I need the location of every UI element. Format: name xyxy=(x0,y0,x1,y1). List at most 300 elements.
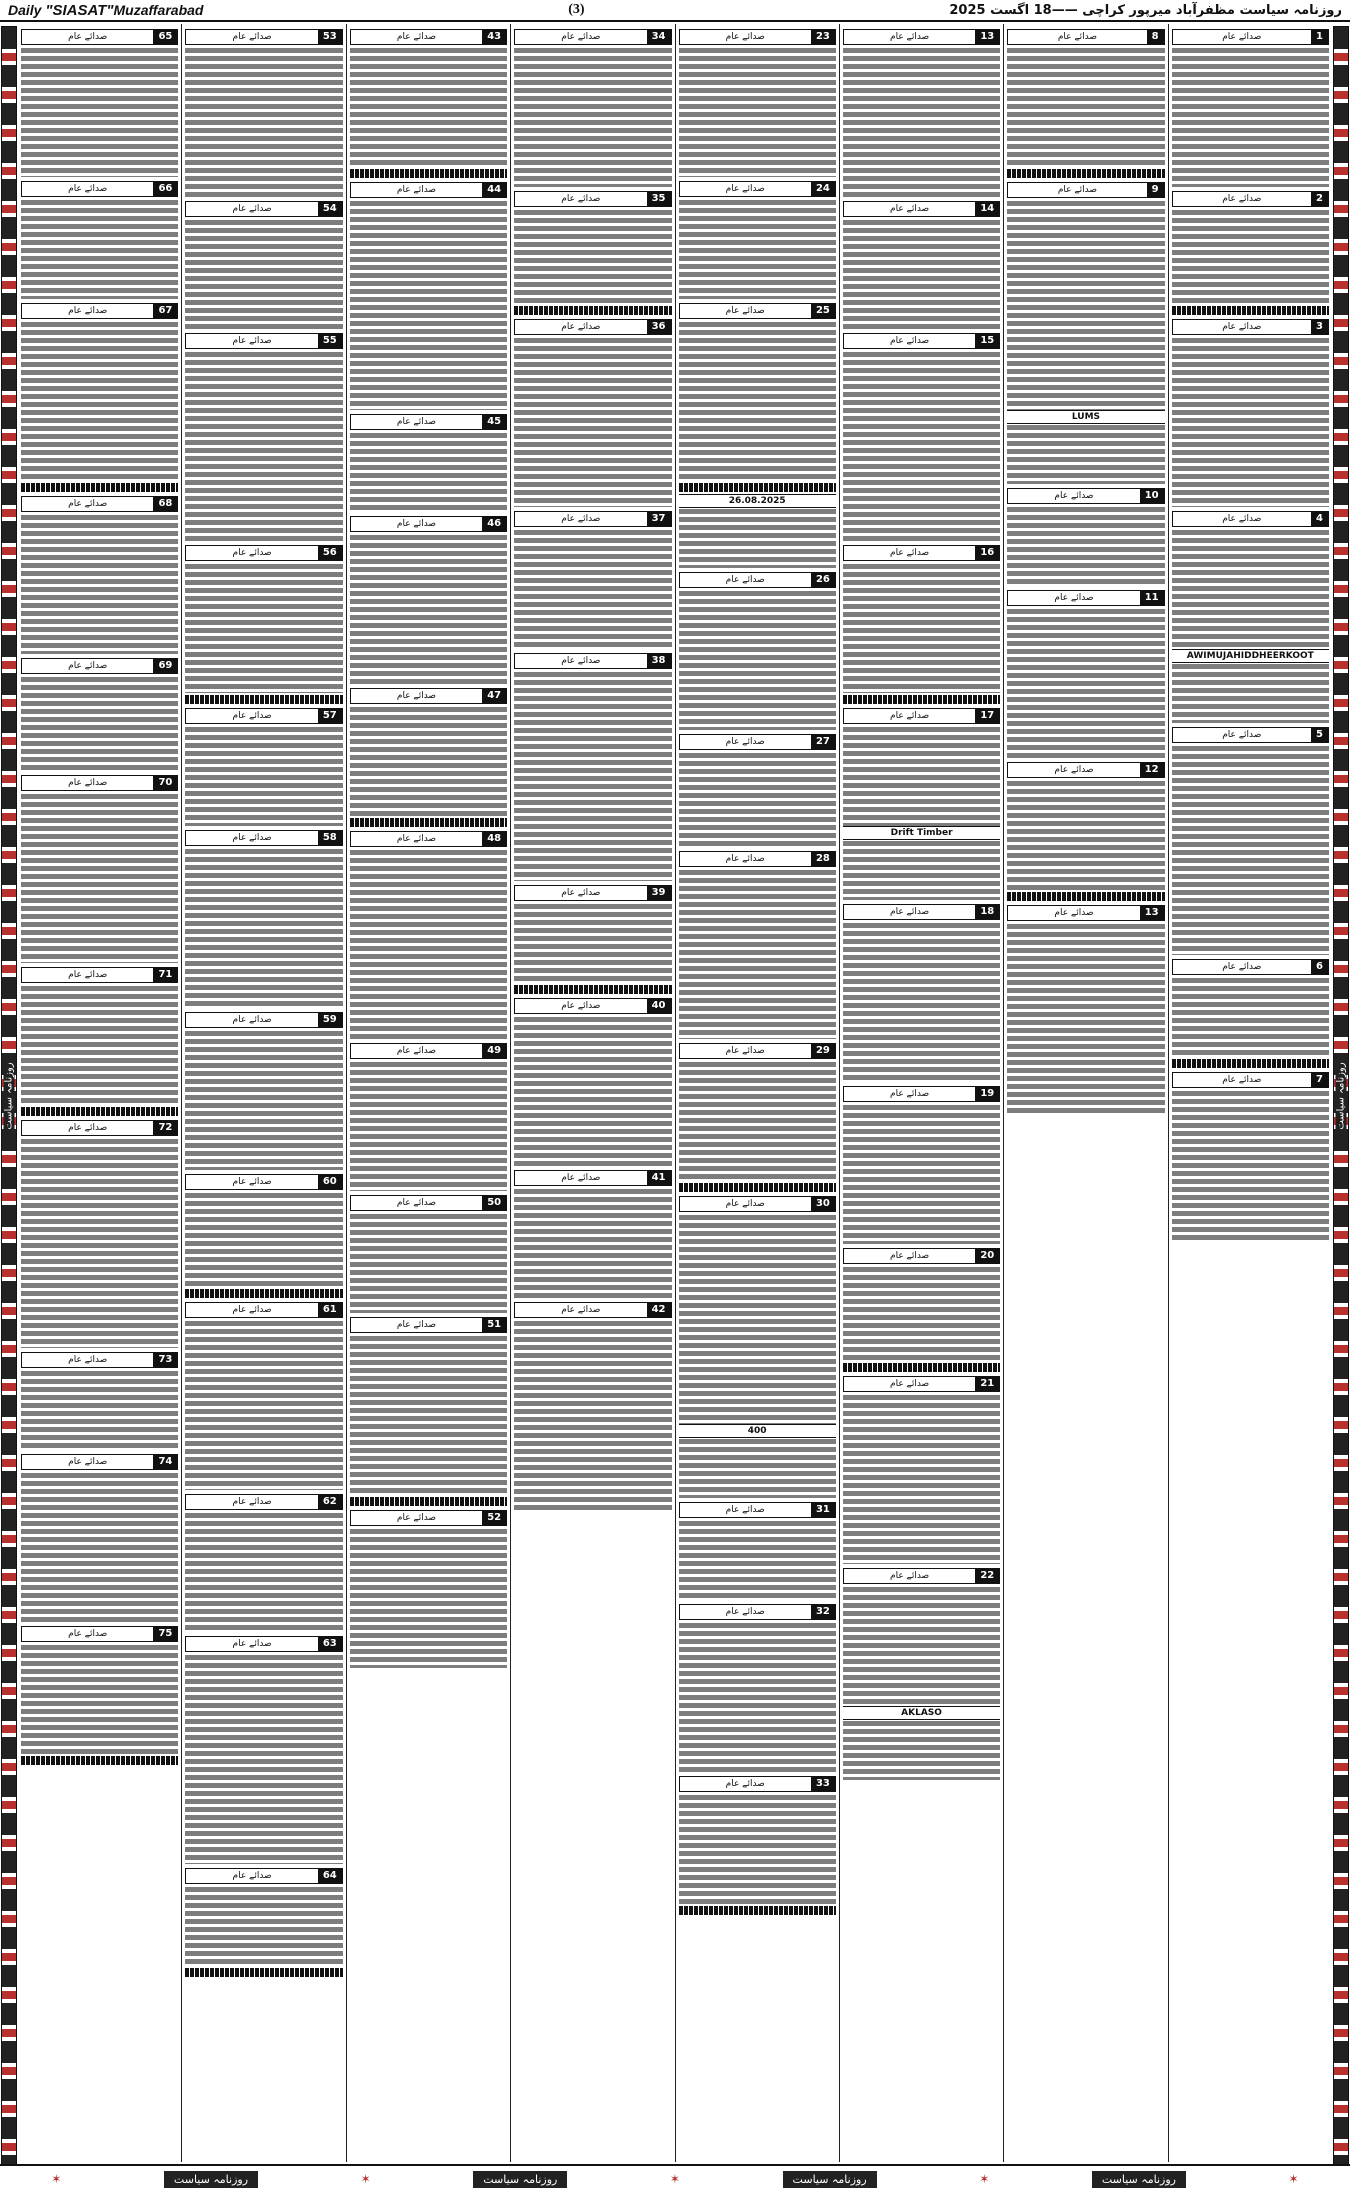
notice-header-bar xyxy=(1172,319,1329,335)
notice-body-text xyxy=(1007,780,1164,890)
notice-block xyxy=(185,29,342,197)
notice-block xyxy=(1007,488,1164,586)
notice-number: 50 xyxy=(482,1196,506,1210)
notice-bold-line xyxy=(843,1363,1000,1372)
notice-number: 68 xyxy=(153,497,177,511)
notice-body-text xyxy=(21,985,178,1105)
notice-bar-label: صدائے عام xyxy=(561,656,601,666)
notice-number: 4 xyxy=(1311,512,1328,526)
notice-block xyxy=(843,1248,1000,1372)
notice-body-text xyxy=(21,1472,178,1622)
notice-bar-label: صدائے عام xyxy=(890,907,930,917)
notice-bar-label: صدائے عام xyxy=(232,1871,272,1881)
notice-bar-label: صدائے عام xyxy=(232,833,272,843)
notice-header-bar xyxy=(843,201,1000,217)
notice-body-text xyxy=(843,219,1000,329)
notice-header-bar xyxy=(350,1317,507,1333)
notice-body-text xyxy=(350,47,507,167)
notice-number: 60 xyxy=(318,1175,342,1189)
notice-block xyxy=(21,967,178,1116)
notice-block xyxy=(679,1502,836,1600)
notice-body-text xyxy=(350,706,507,816)
notice-body-text xyxy=(843,1104,1000,1244)
notice-bar-label: صدائے عام xyxy=(890,336,930,346)
notice-bar-label: صدائے عام xyxy=(396,1513,437,1523)
notice-bar-label: صدائے عام xyxy=(68,1355,108,1365)
notice-number: 14 xyxy=(975,202,999,216)
notice-number: 72 xyxy=(153,1121,177,1135)
notice-bar-label: صدائے عام xyxy=(1222,194,1262,204)
notice-block xyxy=(679,851,836,1039)
notice-number: 53 xyxy=(318,30,342,44)
notice-number: 19 xyxy=(975,1087,999,1101)
notice-header-bar xyxy=(679,572,836,588)
notice-block xyxy=(1172,191,1329,315)
notice-bold-line xyxy=(1007,169,1164,178)
notice-number: 32 xyxy=(811,1605,835,1619)
notice-block xyxy=(1172,29,1329,187)
notice-bar-label: صدائے عام xyxy=(1054,593,1094,603)
notice-bar-label: صدائے عام xyxy=(232,548,272,558)
notice-header-bar xyxy=(350,182,507,198)
notice-bar-label: صدائے عام xyxy=(1222,514,1262,524)
notice-number: 16 xyxy=(975,546,999,560)
notice-bar-label: صدائے عام xyxy=(890,1089,930,1099)
notice-body-text xyxy=(1007,424,1164,484)
notice-header-bar xyxy=(185,1636,342,1652)
notice-latin-snippet: 400 xyxy=(679,1424,836,1438)
notice-block xyxy=(1007,590,1164,758)
notice-bar-label: صدائے عام xyxy=(396,1046,437,1056)
notice-bar-label: صدائے عام xyxy=(890,1571,930,1581)
notice-body-text xyxy=(843,1266,1000,1361)
page-number: (3) xyxy=(568,2,585,17)
notice-bar-label: صدائے عام xyxy=(561,1305,601,1315)
notice-header-bar xyxy=(679,1196,836,1212)
notice-header-bar xyxy=(1007,905,1164,921)
notice-block xyxy=(843,1086,1000,1244)
notice-header-bar xyxy=(350,688,507,704)
page-footer xyxy=(0,2164,1350,2192)
notice-header-bar xyxy=(21,496,178,512)
notice-bar-label: صدائے عام xyxy=(232,1305,272,1315)
notice-header-bar xyxy=(21,1454,178,1470)
notice-bar-label: صدائے عام xyxy=(561,322,601,332)
notice-bar-label: صدائے عام xyxy=(561,194,601,204)
notice-header-bar xyxy=(843,1086,1000,1102)
notice-number: 24 xyxy=(811,182,835,196)
notice-block xyxy=(679,572,836,730)
notice-block xyxy=(21,1626,178,1765)
notice-body-text xyxy=(1172,47,1329,187)
notice-bar-label: صدائے عام xyxy=(725,737,765,747)
notice-bar-label: صدائے عام xyxy=(396,185,437,195)
notice-header-bar xyxy=(185,1868,342,1884)
notice-bar-label: صدائے عام xyxy=(232,1639,272,1649)
notice-header-bar xyxy=(679,1502,836,1518)
notice-latin-snippet: AWIMUJAHIDDHEERKOOT xyxy=(1172,649,1329,663)
notice-bar-label: صدائے عام xyxy=(396,691,437,701)
notice-header-bar xyxy=(21,775,178,791)
notice-header-bar xyxy=(1172,727,1329,743)
notice-block xyxy=(185,1494,342,1632)
notice-header-bar xyxy=(185,1302,342,1318)
notice-block xyxy=(185,545,342,704)
notice-block xyxy=(1007,182,1164,484)
notice-bar-label: صدائے عام xyxy=(890,204,930,214)
notice-body-text xyxy=(21,793,178,963)
notice-bar-label: صدائے عام xyxy=(232,32,272,42)
notice-bar-label: صدائے عام xyxy=(232,1177,272,1187)
notice-number: 5 xyxy=(1311,728,1328,742)
notice-bold-line xyxy=(514,306,671,315)
notice-number: 74 xyxy=(153,1455,177,1469)
notice-bar-label: صدائے عام xyxy=(68,1629,108,1639)
notice-header-bar xyxy=(185,545,342,561)
notice-bold-line xyxy=(1007,892,1164,901)
notice-number: 39 xyxy=(647,886,671,900)
notice-body-text xyxy=(514,529,671,649)
notice-body-text xyxy=(679,47,836,177)
notice-bar-label: صدائے عام xyxy=(561,514,601,524)
notice-number: 49 xyxy=(482,1044,506,1058)
notice-number: 30 xyxy=(811,1197,835,1211)
notice-bar-label: صدائے عام xyxy=(68,306,108,316)
notice-body-text xyxy=(350,1061,507,1191)
notice-bold-line xyxy=(843,695,1000,704)
notice-number: 52 xyxy=(482,1511,506,1525)
notice-bold-line xyxy=(1172,1059,1329,1068)
notice-body-text xyxy=(21,199,178,299)
notice-bar-label: صدائے عام xyxy=(1222,1075,1262,1085)
notice-block xyxy=(185,1302,342,1490)
notice-body-text xyxy=(1007,200,1164,410)
notice-body-text xyxy=(679,1794,836,1904)
notice-block xyxy=(679,1776,836,1915)
notice-header-bar xyxy=(185,29,342,45)
notice-body-text xyxy=(514,47,671,187)
notice-header-bar xyxy=(185,830,342,846)
footer-label: روزنامہ سیاست xyxy=(473,2171,567,2188)
notice-body-text xyxy=(1172,663,1329,723)
notice-body-text xyxy=(679,590,836,730)
notice-block xyxy=(21,303,178,492)
notice-block xyxy=(185,201,342,329)
notice-bold-line xyxy=(185,1968,342,1977)
column-3 xyxy=(839,24,1003,2162)
notice-block xyxy=(185,830,342,1008)
notice-block xyxy=(514,319,671,507)
notice-number: 51 xyxy=(482,1318,506,1332)
notice-body-text xyxy=(514,1016,671,1166)
notice-bar-label: صدائے عام xyxy=(1057,32,1098,42)
notice-header-bar xyxy=(1172,959,1329,975)
left-border-strip xyxy=(1,26,17,2166)
notice-bar-label: صدائے عام xyxy=(68,184,108,194)
notice-body-text xyxy=(185,1886,342,1966)
notice-block xyxy=(1172,727,1329,955)
column-2 xyxy=(1003,24,1167,2162)
notice-number: 13 xyxy=(1140,906,1164,920)
notice-body-text xyxy=(679,199,836,299)
notice-body-text xyxy=(350,1213,507,1313)
notice-number: 6 xyxy=(1311,960,1328,974)
notice-bold-line xyxy=(350,1497,507,1506)
notice-bar-label: صدائے عام xyxy=(232,711,272,721)
notice-body-text xyxy=(679,1622,836,1772)
notice-block xyxy=(514,653,671,881)
notice-body-text xyxy=(843,840,1000,900)
notice-number: 48 xyxy=(482,832,506,846)
notice-block xyxy=(843,708,1000,900)
notice-block xyxy=(514,998,671,1166)
notice-body-text xyxy=(185,351,342,541)
notice-body-text xyxy=(1007,47,1164,167)
notice-header-bar xyxy=(21,967,178,983)
notice-bar-label: صدائے عام xyxy=(396,417,437,427)
masthead-brand: "SIASAT" xyxy=(45,1,114,19)
notice-bar-label: صدائے عام xyxy=(396,1198,437,1208)
notice-bar-label: صدائے عام xyxy=(232,204,272,214)
notice-number: 64 xyxy=(318,1869,342,1883)
notice-header-bar xyxy=(185,201,342,217)
notice-body-text xyxy=(1007,923,1164,1113)
notice-number: 45 xyxy=(482,415,506,429)
footer-label: روزنامہ سیاست xyxy=(783,2171,877,2188)
notice-header-bar xyxy=(1007,182,1164,198)
notice-header-bar xyxy=(514,1170,671,1186)
notice-header-bar xyxy=(1172,191,1329,207)
notice-header-bar xyxy=(1172,511,1329,527)
notice-bar-label: صدائے عام xyxy=(396,519,437,529)
notice-body-text xyxy=(21,514,178,654)
notice-header-bar xyxy=(185,1174,342,1190)
notice-header-bar xyxy=(21,303,178,319)
notice-body-text xyxy=(514,1188,671,1298)
notice-header-bar xyxy=(679,29,836,45)
notice-bar-label: صدائے عام xyxy=(890,1379,930,1389)
notice-header-bar xyxy=(514,885,671,901)
notice-block xyxy=(843,545,1000,704)
notice-header-bar xyxy=(514,319,671,335)
notice-block xyxy=(679,734,836,847)
notice-block xyxy=(21,1120,178,1348)
notice-bar-label: صدائے عام xyxy=(68,970,108,980)
notice-block xyxy=(514,885,671,994)
notice-block xyxy=(21,658,178,771)
notice-header-bar xyxy=(514,1302,671,1318)
notice-block xyxy=(679,1604,836,1772)
notice-block xyxy=(185,708,342,826)
notice-body-text xyxy=(185,1030,342,1170)
notice-header-bar xyxy=(185,1494,342,1510)
notice-body-text xyxy=(185,848,342,1008)
notice-body-text xyxy=(843,563,1000,693)
notice-number: 42 xyxy=(647,1303,671,1317)
notice-body-text xyxy=(350,1335,507,1495)
footer-label: روزنامہ سیاست xyxy=(164,2171,258,2188)
notice-header-bar xyxy=(1007,762,1164,778)
notice-body-text xyxy=(185,47,342,197)
notice-block xyxy=(1172,959,1329,1068)
notice-bar-label: صدائے عام xyxy=(68,778,108,788)
notice-body-text xyxy=(514,209,671,304)
notice-header-bar xyxy=(843,904,1000,920)
notice-block xyxy=(350,831,507,1039)
notice-number: 56 xyxy=(318,546,342,560)
notice-header-bar xyxy=(21,658,178,674)
notice-body-text xyxy=(843,351,1000,541)
notice-header-bar xyxy=(1172,29,1329,45)
notice-bar-label: صدائے عام xyxy=(725,1779,765,1789)
notice-number: 59 xyxy=(318,1013,342,1027)
notice-block xyxy=(514,1170,671,1298)
notice-block xyxy=(350,182,507,410)
notice-header-bar xyxy=(185,333,342,349)
notice-bar-label: صدائے عام xyxy=(232,336,272,346)
notice-block xyxy=(679,1043,836,1192)
notice-block xyxy=(350,1043,507,1191)
notice-body-text xyxy=(185,1512,342,1632)
notice-number: 41 xyxy=(647,1171,671,1185)
notice-number: 11 xyxy=(1140,591,1164,605)
star-icon: ✶ xyxy=(51,2172,62,2186)
notice-body-text xyxy=(679,1438,836,1498)
notice-bold-line xyxy=(21,483,178,492)
notice-block xyxy=(679,181,836,299)
notice-number: 65 xyxy=(153,30,177,44)
notice-number: 38 xyxy=(647,654,671,668)
notice-body-text xyxy=(185,563,342,693)
notice-number: 47 xyxy=(482,689,506,703)
notice-number: 10 xyxy=(1140,489,1164,503)
notice-bar-label: صدائے عام xyxy=(890,548,930,558)
notice-block xyxy=(843,904,1000,1082)
column-1 xyxy=(1168,24,1332,2162)
notice-block xyxy=(350,29,507,178)
masthead-prefix: Daily xyxy=(8,1,42,18)
notice-latin-snippet: Drift Timber xyxy=(843,826,1000,840)
notice-header-bar xyxy=(679,734,836,750)
notice-number: 57 xyxy=(318,709,342,723)
notice-header-bar xyxy=(21,29,178,45)
notice-bar-label: صدائے عام xyxy=(725,1199,765,1209)
notice-number: 13 xyxy=(975,30,999,44)
notice-number: 27 xyxy=(811,735,835,749)
notice-body-text xyxy=(185,1192,342,1287)
notice-bar-label: صدائے عام xyxy=(561,1001,601,1011)
notice-bar-label: صدائے عام xyxy=(725,184,765,194)
notice-header-bar xyxy=(21,1352,178,1368)
notice-block xyxy=(679,1196,836,1498)
notice-body-text xyxy=(679,869,836,1039)
notice-bar-label: صدائے عام xyxy=(725,32,765,42)
notice-body-text xyxy=(21,676,178,771)
notice-header-bar xyxy=(350,1195,507,1211)
notice-block xyxy=(350,516,507,684)
notice-number: 18 xyxy=(975,905,999,919)
star-icon: ✶ xyxy=(1288,2172,1299,2186)
notice-header-bar xyxy=(843,1248,1000,1264)
notice-bar-label: صدائے عام xyxy=(1222,962,1262,972)
notice-header-bar xyxy=(514,653,671,669)
notice-bold-line xyxy=(679,1906,836,1915)
notice-block xyxy=(514,1302,671,1510)
notice-block xyxy=(843,1376,1000,1564)
notice-body-text xyxy=(1007,608,1164,758)
notice-number: 69 xyxy=(153,659,177,673)
notice-number: 44 xyxy=(482,183,506,197)
notice-body-text xyxy=(514,1320,671,1510)
notice-number: 66 xyxy=(153,182,177,196)
notice-number: 73 xyxy=(153,1353,177,1367)
notice-bar-label: صدائے عام xyxy=(396,1320,437,1330)
notice-header-bar xyxy=(843,545,1000,561)
notice-bar-label: صدائے عام xyxy=(725,1607,765,1617)
notice-header-bar xyxy=(679,851,836,867)
notice-block xyxy=(185,1012,342,1170)
notice-body-text xyxy=(350,849,507,1039)
notice-number: 58 xyxy=(318,831,342,845)
notice-header-bar xyxy=(843,1376,1000,1392)
star-icon: ✶ xyxy=(360,2172,371,2186)
notice-bar-label: صدائے عام xyxy=(890,711,930,721)
notice-number: 75 xyxy=(153,1627,177,1641)
notice-body-text xyxy=(843,1720,1000,1780)
notice-latin-snippet: 26.08.2025 xyxy=(679,494,836,508)
notice-block xyxy=(514,511,671,649)
notice-block xyxy=(185,333,342,541)
notice-bar-label: صدائے عام xyxy=(890,1251,930,1261)
notice-bar-label: صدائے عام xyxy=(725,1505,765,1515)
notice-header-bar xyxy=(1172,1072,1329,1088)
column-8 xyxy=(18,24,181,2162)
notice-header-bar xyxy=(679,1043,836,1059)
notice-header-bar xyxy=(350,831,507,847)
notice-bar-label: صدائے عام xyxy=(1057,185,1098,195)
notice-bar-label: صدائے عام xyxy=(725,854,765,864)
notice-header-bar xyxy=(21,1120,178,1136)
notice-block xyxy=(843,333,1000,541)
notice-number: 31 xyxy=(811,1503,835,1517)
right-strip-label: روزنامہ سیاست xyxy=(1336,1058,1347,1133)
column-5 xyxy=(510,24,674,2162)
notice-body-text xyxy=(1172,337,1329,507)
notice-latin-snippet: LUMS xyxy=(1007,410,1164,424)
notice-body-text xyxy=(350,432,507,512)
notice-number: 15 xyxy=(975,334,999,348)
right-border-strip xyxy=(1333,26,1349,2166)
notice-bold-line xyxy=(679,483,836,492)
notice-number: 28 xyxy=(811,852,835,866)
notice-latin-snippet: AKLASO xyxy=(843,1706,1000,1720)
notice-block xyxy=(1007,29,1164,178)
notice-number: 34 xyxy=(647,30,671,44)
notice-block xyxy=(514,29,671,187)
notice-body-text xyxy=(1172,745,1329,955)
notice-bar-label: صدائے عام xyxy=(68,1123,108,1133)
notice-header-bar xyxy=(1007,590,1164,606)
notice-bold-line xyxy=(679,1183,836,1192)
notice-number: 22 xyxy=(975,1569,999,1583)
notice-body-text xyxy=(185,1320,342,1490)
notice-header-bar xyxy=(350,29,507,45)
notice-header-bar xyxy=(514,191,671,207)
notice-body-text xyxy=(21,321,178,481)
notice-block xyxy=(350,414,507,512)
footer-label: روزنامہ سیاست xyxy=(1092,2171,1186,2188)
notice-header-bar xyxy=(1007,29,1164,45)
